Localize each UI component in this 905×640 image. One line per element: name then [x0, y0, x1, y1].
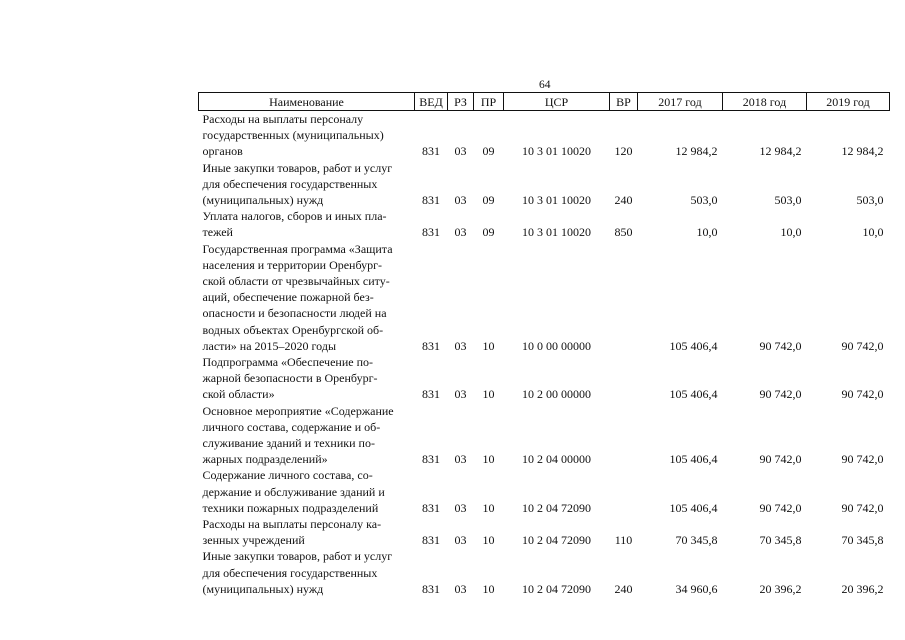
cell-2019: 20 396,2: [841, 581, 884, 596]
cell-name: [199, 354, 415, 403]
cell-2019: 90 742,0: [841, 452, 884, 467]
name-line: (муниципальных) нужд: [202, 193, 324, 208]
header-2019: 2019 год: [807, 93, 890, 111]
cell-vr: 850: [614, 225, 633, 240]
table-row: [199, 548, 890, 597]
cell-name: [199, 111, 415, 160]
header-name: Наименование: [199, 93, 415, 111]
cell-vr: 240: [614, 193, 633, 208]
cell-csr: 10 3 01 10020: [522, 225, 591, 240]
name-line: Иные закупки товаров, работ и услуг: [202, 549, 393, 564]
name-line: служивание зданий и техники по-: [202, 436, 375, 451]
cell-pr: 10: [482, 581, 495, 596]
cell-2017: 34 960,6: [675, 581, 718, 596]
budget-table: [198, 92, 890, 597]
cell-rz: 03: [454, 387, 467, 402]
cell-name: [199, 516, 415, 548]
name-line: зенных учреждений: [202, 533, 305, 548]
cell-csr: 10 2 04 72090: [522, 581, 591, 596]
cell-2017: 105 406,4: [669, 452, 718, 467]
table-header: [199, 93, 890, 111]
cell-2018: 12 984,2: [759, 144, 802, 159]
header-csr: ЦСР: [504, 93, 610, 111]
name-line: Иные закупки товаров, работ и услуг: [202, 160, 393, 175]
name-line: тежей: [202, 225, 233, 240]
cell-name: [199, 548, 415, 597]
cell-ved: 831: [422, 500, 440, 515]
cell-pr: 10: [482, 452, 495, 467]
name-line: жарных подразделений»: [202, 452, 328, 467]
cell-vr: [610, 467, 638, 516]
cell-pr: 10: [482, 387, 495, 402]
name-line: Государственная программа «Защита: [202, 241, 393, 256]
cell-2019: 90 742,0: [841, 338, 884, 353]
header-2017: 2017 год: [638, 93, 723, 111]
cell-2017: 503,0: [690, 193, 718, 208]
name-line: личного состава, содержание и об-: [202, 419, 381, 434]
cell-rz: 03: [454, 225, 467, 240]
cell-rz: 03: [454, 581, 467, 596]
table-row: [199, 241, 890, 354]
cell-vr: 240: [614, 581, 633, 596]
header-ved: ВЕД: [415, 93, 448, 111]
cell-rz: 03: [454, 500, 467, 515]
name-line: Содержание личного состава, со-: [202, 468, 373, 483]
cell-vr: [610, 354, 638, 403]
cell-2019: 503,0: [856, 193, 884, 208]
name-line: Основное мероприятие «Содержание: [202, 403, 394, 418]
name-line: жарной безопасности в Оренбург-: [202, 371, 378, 386]
cell-vr: 120: [614, 144, 633, 159]
table-row: [199, 403, 890, 468]
cell-ved: 831: [422, 581, 440, 596]
cell-pr: 09: [482, 225, 495, 240]
table-row: [199, 354, 890, 403]
cell-name: [199, 208, 415, 240]
cell-name: [199, 403, 415, 468]
cell-2019: 90 742,0: [841, 387, 884, 402]
cell-csr: 10 2 04 00000: [522, 452, 591, 467]
name-line: государственных (муниципальных): [202, 128, 384, 143]
cell-rz: 03: [454, 338, 467, 353]
name-line: органов: [202, 144, 243, 159]
name-line: Подпрограмма «Обеспечение по-: [202, 355, 373, 370]
cell-name: [199, 241, 415, 354]
cell-name: [199, 160, 415, 209]
name-line: аций, обеспечение пожарной без-: [202, 290, 374, 305]
name-line: водных объектах Оренбургской об-: [202, 322, 384, 337]
table-row: [199, 516, 890, 548]
cell-2019: 10,0: [862, 225, 884, 240]
cell-ved: 831: [422, 193, 440, 208]
cell-rz: 03: [454, 144, 467, 159]
header-rz: РЗ: [448, 93, 474, 111]
name-line: для обеспечения государственных: [202, 176, 378, 191]
cell-ved: 831: [422, 338, 440, 353]
cell-2018: 503,0: [774, 193, 802, 208]
name-line: ласти» на 2015–2020 годы: [202, 338, 336, 353]
cell-ved: 831: [422, 144, 440, 159]
table-body: [199, 111, 890, 598]
cell-name: [199, 467, 415, 516]
cell-pr: 10: [482, 500, 495, 515]
page-number: 64: [539, 79, 551, 91]
name-line: держание и обслуживание зданий и: [202, 484, 385, 499]
cell-2017: 70 345,8: [675, 533, 718, 548]
cell-pr: 09: [482, 144, 495, 159]
cell-csr: 10 0 00 00000: [522, 338, 591, 353]
name-line: ской области»: [202, 387, 275, 402]
name-line: опасности и безопасности людей на: [202, 306, 387, 321]
cell-rz: 03: [454, 193, 467, 208]
header-vr: ВР: [610, 93, 638, 111]
name-line: техники пожарных подразделений: [202, 500, 379, 515]
table-row: [199, 467, 890, 516]
table-row: [199, 160, 890, 209]
cell-vr: [610, 241, 638, 354]
cell-2018: 90 742,0: [759, 338, 802, 353]
cell-ved: 831: [422, 533, 440, 548]
cell-2017: 105 406,4: [669, 500, 718, 515]
cell-2017: 12 984,2: [675, 144, 718, 159]
cell-pr: 09: [482, 193, 495, 208]
cell-2018: 70 345,8: [759, 533, 802, 548]
cell-csr: 10 3 01 10020: [522, 193, 591, 208]
cell-ved: 831: [422, 225, 440, 240]
cell-2017: 105 406,4: [669, 387, 718, 402]
cell-2019: 90 742,0: [841, 500, 884, 515]
header-pr: ПР: [474, 93, 504, 111]
cell-csr: 10 2 04 72090: [522, 533, 591, 548]
cell-csr: 10 2 04 72090: [522, 500, 591, 515]
table-row: [199, 208, 890, 240]
cell-2018: 90 742,0: [759, 452, 802, 467]
cell-2018: 20 396,2: [759, 581, 802, 596]
cell-rz: 03: [454, 533, 467, 548]
name-line: (муниципальных) нужд: [202, 581, 324, 596]
cell-2019: 70 345,8: [841, 533, 884, 548]
name-line: для обеспечения государственных: [202, 565, 378, 580]
cell-vr: 110: [614, 533, 633, 548]
header-2018: 2018 год: [723, 93, 807, 111]
cell-2018: 90 742,0: [759, 387, 802, 402]
cell-csr: 10 3 01 10020: [522, 144, 591, 159]
name-line: Расходы на выплаты персоналу ка-: [202, 517, 382, 532]
name-line: ской области от чрезвычайных ситу-: [202, 274, 390, 289]
cell-csr: 10 2 00 00000: [522, 387, 591, 402]
name-line: Расходы на выплаты персоналу: [202, 112, 364, 126]
cell-ved: 831: [422, 452, 440, 467]
table-row: [199, 111, 890, 160]
cell-2017: 105 406,4: [669, 338, 718, 353]
cell-pr: 10: [482, 533, 495, 548]
cell-pr: 10: [482, 338, 495, 353]
cell-2019: 12 984,2: [841, 144, 884, 159]
name-line: населения и территории Оренбург-: [202, 257, 383, 272]
cell-2018: 10,0: [780, 225, 802, 240]
cell-2017: 10,0: [696, 225, 718, 240]
cell-2018: 90 742,0: [759, 500, 802, 515]
name-line: Уплата налогов, сборов и иных пла-: [202, 209, 387, 224]
cell-vr: [610, 403, 638, 468]
cell-ved: 831: [422, 387, 440, 402]
cell-rz: 03: [454, 452, 467, 467]
